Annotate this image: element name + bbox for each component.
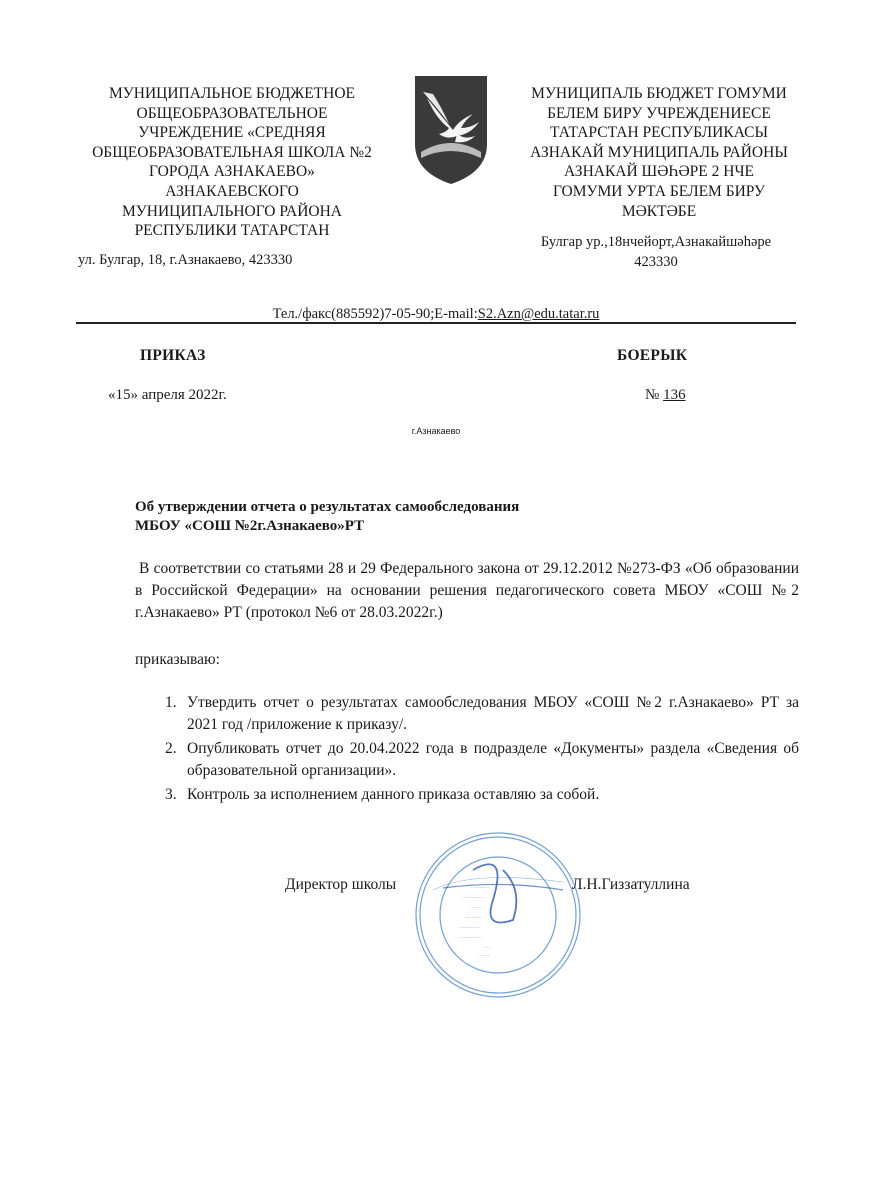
order-title-line: Об утверждении отчета о результатах самообследования [135, 499, 520, 515]
header-right [500, 84, 818, 221]
header-left-line: ГОРОДА АЗНАКАЕВО» [149, 163, 315, 181]
order-number-value: 136 [663, 387, 686, 403]
contact-phone: Тел./факс(885592)7-05-90;E-mail: [272, 306, 478, 322]
header-right-address-line: 423330 [634, 254, 678, 270]
header-left [62, 84, 402, 241]
header-right-line: ТАТАРСТАН РЕСПУБЛИКАСЫ [550, 124, 768, 142]
list-item [135, 784, 799, 806]
header-left-line: ОБЩЕОБРАЗОВАТЕЛЬНОЕ [136, 104, 328, 122]
doc-type-ru: ПРИКАЗ [140, 347, 206, 364]
svg-text:..........: .......... [473, 884, 490, 890]
order-title-line: МБОУ «СОШ №2г.Азнакаево»РТ [135, 518, 365, 534]
header-right-address [506, 232, 806, 272]
list-item-text: Опубликовать отчет до 20.04.2022 года в подразделе «Документы» раздела «Сведения об образовательной организации». [187, 740, 799, 779]
header-right-line: МУНИЦИПАЛЬ БЮДЖЕТ ГОМУМИ [531, 85, 787, 102]
official-stamp-icon [413, 830, 583, 1000]
signatory-name: Л.Н.Гиззатуллина [572, 876, 690, 893]
contact-email-link[interactable]: S2.Azn@edu.tatar.ru [477, 306, 600, 322]
order-number-prefix: № [645, 387, 664, 403]
header-right-line: МӘКТӘБЕ [621, 202, 697, 220]
header-right-line: АЗНАКАЙ МУНИЦИПАЛЬ РАЙОНЫ [530, 143, 788, 161]
order-title [135, 498, 519, 536]
header-right-line: АЗНАКАЙ ШӘҺӘРЕ 2 НЧЕ [564, 163, 754, 181]
header-divider [76, 322, 796, 324]
list-item-number: 3. [165, 786, 177, 803]
orders-list [135, 692, 799, 808]
svg-text:...: ... [485, 944, 491, 950]
svg-text:..........: .......... [465, 914, 482, 920]
list-item-number: 1. [165, 694, 177, 711]
header-left-line: РЕСПУБЛИКИ ТАТАРСТАН [134, 222, 330, 240]
order-number [645, 387, 686, 404]
place-of-issue: г.Азнакаево [411, 426, 461, 436]
header-left-address: ул. Булгар, 18, г.Азнакаево, 423330 [78, 252, 293, 268]
doc-type-tt: БОЕРЫК [617, 347, 688, 364]
header-right-line: ГОМУМИ УРТА БЕЛЕМ БИРУ [552, 182, 766, 200]
header-left-line: УЧРЕЖДЕНИЕ «СРЕДНЯЯ [138, 124, 326, 142]
signatory-position: Директор школы [285, 876, 397, 893]
list-item-text: Контроль за исполнением данного приказа оставляю за собой. [187, 786, 600, 803]
list-item-text: Утвердить отчет о результатах самообследования МБОУ «СОШ №2 г.Азнакаево» РТ за 2021 год /приложение к приказу/. [187, 694, 799, 733]
header-left-line: АЗНАКАЕВСКОГО [165, 182, 299, 200]
header-right-address-line: Булгар ур.,18нчейорт,Азнакайшәһәре [540, 234, 772, 250]
header-left-line: МУНИЦИПАЛЬНОЕ БЮДЖЕТНОЕ [109, 85, 355, 102]
svg-text:............: ............ [461, 934, 482, 940]
header-right-line: БЕЛЕМ БИРУ УЧРЕЖДЕНИЕСЕ [547, 104, 771, 122]
order-preamble: В соответствии со статьями 28 и 29 Федерального закона от 29.12.2012 №273-ФЗ «Об образовании в Российской Федерации» на основании решения педагогического совета МБОУ «СОШ №2 г.Азнакаево» РТ (протокол №6 от 28.03.2022г.) [135, 560, 799, 621]
order-date: «15» апреля 2022г. [108, 387, 227, 403]
list-item [135, 692, 799, 736]
svg-text:.............: ............. [459, 924, 481, 930]
list-item-number: 2. [165, 740, 177, 757]
svg-text:.......: ....... [479, 952, 491, 958]
header-left-line: ОБЩЕОБРАЗОВАТЕЛЬНАЯ ШКОЛА №2 [92, 143, 372, 161]
svg-text:............: ............ [463, 894, 484, 900]
header-left-line: МУНИЦИПАЛЬНОГО РАЙОНА [122, 202, 342, 220]
svg-text:......: ...... [471, 904, 482, 910]
contact-line [0, 306, 872, 323]
orders-word: приказываю: [135, 651, 220, 668]
list-item [135, 738, 799, 782]
emblem-eagle-icon [413, 74, 489, 186]
